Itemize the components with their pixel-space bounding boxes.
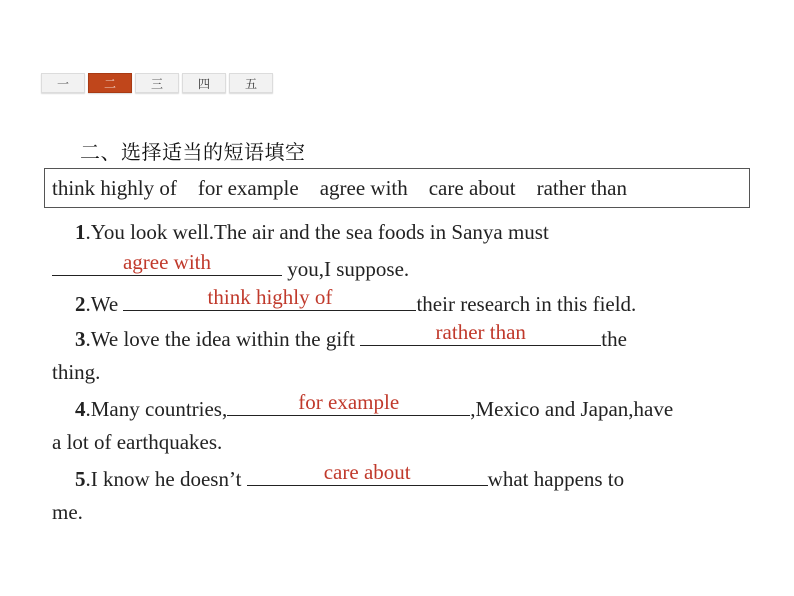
question-text: the xyxy=(601,327,627,351)
question-5-line-1 xyxy=(75,460,625,491)
answer-blank[interactable] xyxy=(360,320,601,346)
tab-2[interactable]: 二 xyxy=(88,73,132,93)
phrase-bank: think highly of for example agree with care about rather than xyxy=(44,168,750,208)
answer-text: for example xyxy=(298,390,400,414)
question-1-line-2 xyxy=(52,250,410,281)
question-text: their research in this field. xyxy=(416,292,637,316)
tab-5[interactable]: 五 xyxy=(229,73,273,93)
answer-text: think highly of xyxy=(207,285,333,309)
answer-text: agree with xyxy=(122,250,212,274)
question-text: .I know he doesn’t xyxy=(85,467,247,491)
tab-4[interactable]: 四 xyxy=(182,73,226,93)
tab-1[interactable]: 一 xyxy=(41,73,85,93)
question-number: 1 xyxy=(75,220,86,244)
question-text: ,Mexico and Japan,have xyxy=(470,397,674,421)
question-number: 4 xyxy=(75,397,86,421)
question-2-line-1 xyxy=(75,285,637,316)
question-3-line-1 xyxy=(75,320,627,351)
answer-text: care about xyxy=(323,460,411,484)
question-5-line-2: me. xyxy=(52,500,83,524)
question-3-line-2: thing. xyxy=(52,360,101,384)
question-4-line-2: a lot of earthquakes. xyxy=(52,430,223,454)
answer-blank[interactable] xyxy=(227,390,470,416)
question-4-line-1 xyxy=(75,390,674,421)
section-heading: 二、选择适当的短语填空 xyxy=(80,140,306,164)
section-tabs xyxy=(41,73,276,93)
answer-blank[interactable] xyxy=(123,285,416,311)
tab-3[interactable]: 三 xyxy=(135,73,179,93)
question-text: .Many countries, xyxy=(85,397,228,421)
question-text: .You look well.The air and the sea foods in Sanya must xyxy=(85,220,549,244)
question-number: 5 xyxy=(75,467,86,491)
question-text: what happens to xyxy=(487,467,625,491)
question-number: 2 xyxy=(75,292,86,316)
answer-blank[interactable] xyxy=(52,250,282,276)
question-text: .We xyxy=(85,292,124,316)
question-number: 3 xyxy=(75,327,86,351)
answer-text: rather than xyxy=(435,320,526,344)
question-1-line-1 xyxy=(75,218,549,246)
question-text: you,I suppose. xyxy=(282,257,410,281)
question-text: .We love the idea within the gift xyxy=(85,327,361,351)
answer-blank[interactable] xyxy=(247,460,488,486)
